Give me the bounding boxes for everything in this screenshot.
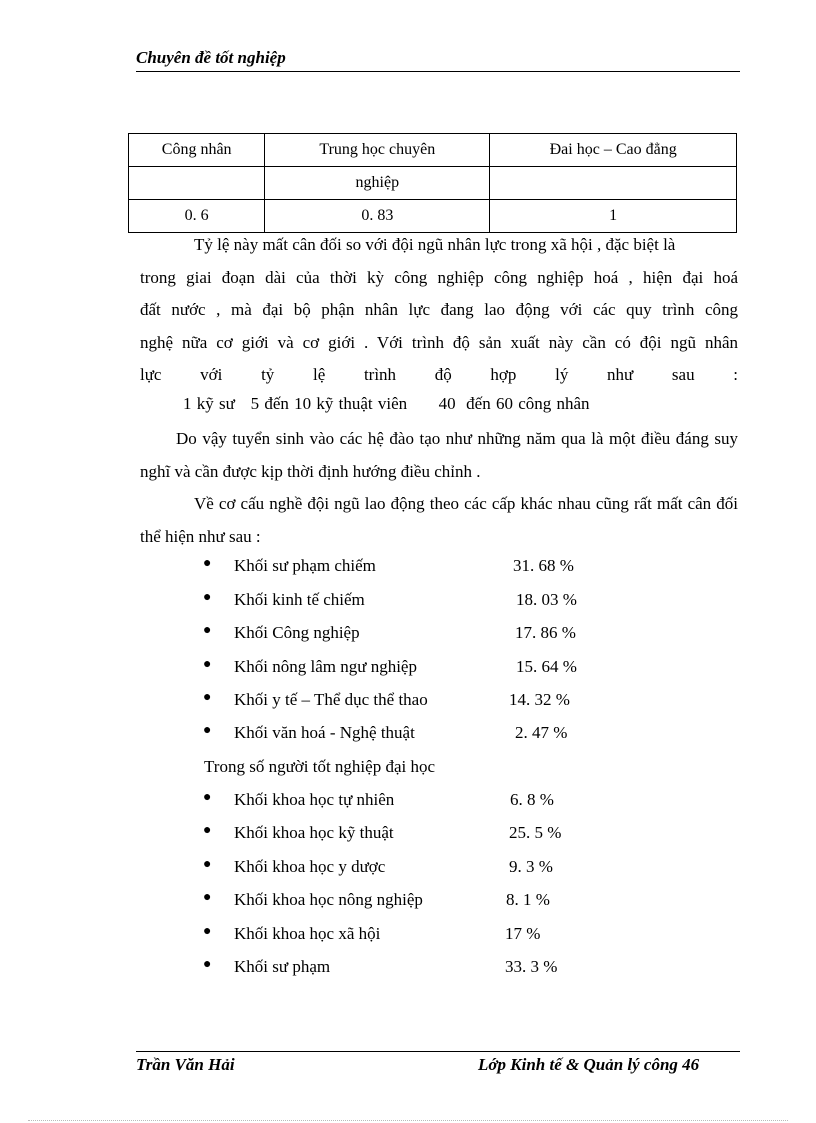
bullet-icon: ● xyxy=(203,790,212,805)
footer-divider xyxy=(136,1051,740,1052)
graduate-ratio-table xyxy=(128,133,737,233)
bullet-icon: ● xyxy=(203,857,212,872)
table-header-cell: nghiệp xyxy=(265,167,490,200)
bullet-icon: ● xyxy=(203,623,212,638)
table-cell: 0. 83 xyxy=(265,200,490,233)
bullet-icon: ● xyxy=(203,957,212,972)
paragraph-enrollment: Do vậy tuyển sinh vào các hệ đào tạo như những năm qua là một điều đáng suy nghĩ và cần được kịp thời định hướng điều chỉnh . xyxy=(140,429,738,481)
footer-author: Trần Văn Hải xyxy=(136,1055,235,1074)
paragraph-imbalance xyxy=(140,229,738,392)
bullet-icon: ● xyxy=(203,723,212,738)
paragraph-line: lực với tỷ lệ trình độ hợp lý như sau : xyxy=(140,365,738,384)
table-header-cell xyxy=(490,167,737,200)
ratio-technician: 5 đến 10 kỹ thuật viên xyxy=(250,394,408,413)
table-header-cell: Công nhân xyxy=(129,134,265,167)
bullet-icon: ● xyxy=(203,657,212,672)
table-header-cell: Trung học chuyên xyxy=(265,134,490,167)
graduates-heading: Trong số người tốt nghiệp đại học xyxy=(204,757,436,776)
bullet-icon: ● xyxy=(203,823,212,838)
table-cell: 1 xyxy=(490,200,737,233)
table-row xyxy=(129,167,737,200)
workforce-ratio-line xyxy=(183,394,590,414)
table-row xyxy=(129,200,737,233)
footer-class: Lớp Kinh tế & Quản lý công 46 xyxy=(478,1055,700,1074)
paragraph-line: đất nước , mà đại bộ phận nhân lực đang lao động với các quy trình công xyxy=(140,300,738,319)
bullet-icon: ● xyxy=(203,890,212,905)
bullet-icon: ● xyxy=(203,590,212,605)
page-edge-divider xyxy=(28,1120,788,1121)
ratio-worker: 40 đến 60 công nhân xyxy=(438,394,590,413)
table-header-cell xyxy=(129,167,265,200)
table-row xyxy=(129,134,737,167)
paragraph-line: Tỷ lệ này mất cân đối so với đội ngũ nhân lực trong xã hội , đặc biệt là xyxy=(194,235,676,254)
ratio-engineer: 1 kỹ sư xyxy=(183,394,235,413)
table-header-cell: Đai học – Cao đẳng xyxy=(490,134,737,167)
bullet-icon: ● xyxy=(203,924,212,939)
header-divider xyxy=(136,71,740,72)
paragraph-structure: Về cơ cấu nghề đội ngũ lao động theo các cấp khác nhau cũng rất mất cân đối thể hiện như sau : xyxy=(140,494,738,546)
bullet-icon: ● xyxy=(203,556,212,571)
table-cell: 0. 6 xyxy=(129,200,265,233)
paragraph-line: trong giai đoạn dài của thời kỳ công nghiệp công nghiệp hoá , hiện đại hoá xyxy=(140,267,738,287)
bullet-icon: ● xyxy=(203,690,212,705)
page-header-title: Chuyên đề tốt nghiệp xyxy=(136,48,286,67)
paragraph-line: nghệ nữa cơ giới và cơ giới . Với trình độ sản xuất này cần có đội ngũ nhân xyxy=(140,332,738,352)
